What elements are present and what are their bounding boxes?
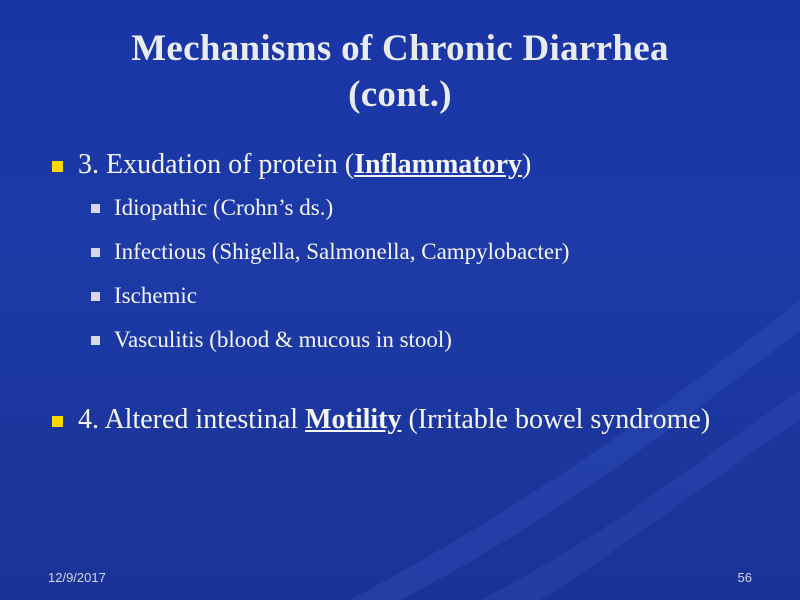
item4-suffix: (Irritable bowel syndrome) — [401, 404, 711, 435]
square-bullet-icon — [91, 204, 100, 213]
square-bullet-icon — [52, 416, 63, 427]
square-bullet-icon — [91, 336, 100, 345]
footer-date: 12/9/2017 — [48, 570, 106, 585]
slide-content — [48, 146, 748, 439]
square-bullet-icon — [91, 248, 100, 257]
subitem-ischemic — [48, 281, 748, 311]
item3-suffix: ) — [522, 149, 532, 180]
subitem-vasculitis — [48, 325, 748, 355]
subitem-text: Vasculitis (blood & mucous in stool) — [114, 327, 452, 352]
subitem-idiopathic — [48, 193, 748, 223]
slide-title — [40, 26, 760, 118]
title-line-1: Mechanisms of Chronic Diarrhea — [131, 28, 669, 69]
square-bullet-icon — [52, 161, 63, 172]
bullet-item-4 — [48, 401, 738, 439]
subitem-infectious — [48, 237, 748, 267]
subitem-text: Idiopathic (Crohn’s ds.) — [114, 195, 334, 220]
bullet-item-3 — [48, 146, 748, 184]
item3-emphasis: Inflammatory — [354, 149, 523, 180]
item3-prefix: 3. Exudation of protein ( — [78, 149, 355, 180]
subitem-text: Infectious (Shigella, Salmonella, Campylobacter) — [114, 239, 570, 264]
title-line-2: (cont.) — [348, 74, 452, 115]
item4-prefix: 4. Altered intestinal — [78, 404, 306, 435]
item4-emphasis: Motility — [305, 404, 402, 435]
subitem-text: Ischemic — [114, 283, 198, 308]
square-bullet-icon — [91, 292, 100, 301]
slide-number: 56 — [737, 570, 752, 585]
